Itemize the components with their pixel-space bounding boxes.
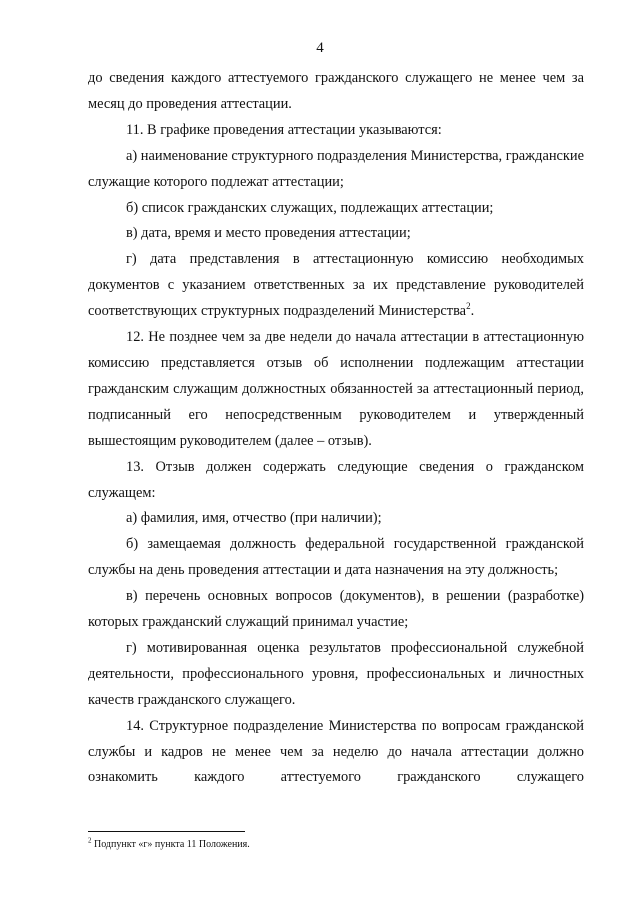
- paragraph: в) дата, время и место проведения аттестации;: [126, 225, 411, 242]
- footnote-marker: 2: [88, 836, 92, 845]
- footnote-separator: [88, 831, 245, 832]
- paragraph-with-footnote: [88, 247, 584, 325]
- paragraph-text: г) дата представления в аттестационную комиссию необходимых документов с указанием ответственных за их представление руководителей соответствующих структурных подразделений Министерства: [88, 251, 584, 320]
- paragraph: до сведения каждого аттестуемого гражданского служащего не менее чем за месяц до проведения аттестации.: [88, 70, 584, 112]
- paragraph-end-period: .: [470, 303, 475, 320]
- paragraph: б) замещаемая должность федеральной государственной гражданской службы на день проведения аттестации и дата назначения на эту должность;: [88, 536, 584, 579]
- paragraph: а) наименование структурного подразделения Министерства, гражданские служащие которого подлежат аттестации;: [88, 147, 584, 190]
- paragraph: б) список гражданских служащих, подлежащих аттестации;: [126, 199, 494, 216]
- paragraph: в) перечень основных вопросов (документов), в решении (разработке) которых гражданский служащий принимал участие;: [88, 588, 584, 631]
- footnote-reference: 2: [466, 301, 471, 312]
- paragraph: г) мотивированная оценка результатов профессиональной служебной деятельности, профессионального уровня, профессиональных и личностных качеств гражданского служащего.: [88, 639, 584, 708]
- footnote: [88, 836, 250, 851]
- page-number: 4: [316, 40, 324, 56]
- paragraph: а) фамилия, имя, отчество (при наличии);: [126, 510, 382, 527]
- paragraph: 12. Не позднее чем за две недели до начала аттестации в аттестационную комиссию представляется отзыв об исполнении подлежащим аттестации гражданским служащим должностных обязанностей за аттестационный период, подписанный его непосредственным руководителем и утвержденный вышестоящим руководителем (далее – отзыв).: [88, 329, 584, 449]
- paragraph: 11. В графике проведения аттестации указываются:: [126, 121, 442, 138]
- document-body: [88, 66, 584, 791]
- paragraph: 13. Отзыв должен содержать следующие сведения о гражданском служащем:: [88, 458, 584, 501]
- paragraph: 14. Структурное подразделение Министерства по вопросам гражданской службы и кадров не менее чем за неделю до начала аттестации должно ознакомить каждого аттестуемого гражданского служащего: [88, 717, 584, 786]
- footnote-text: Подпункт «г» пункта 11 Положения.: [94, 839, 250, 850]
